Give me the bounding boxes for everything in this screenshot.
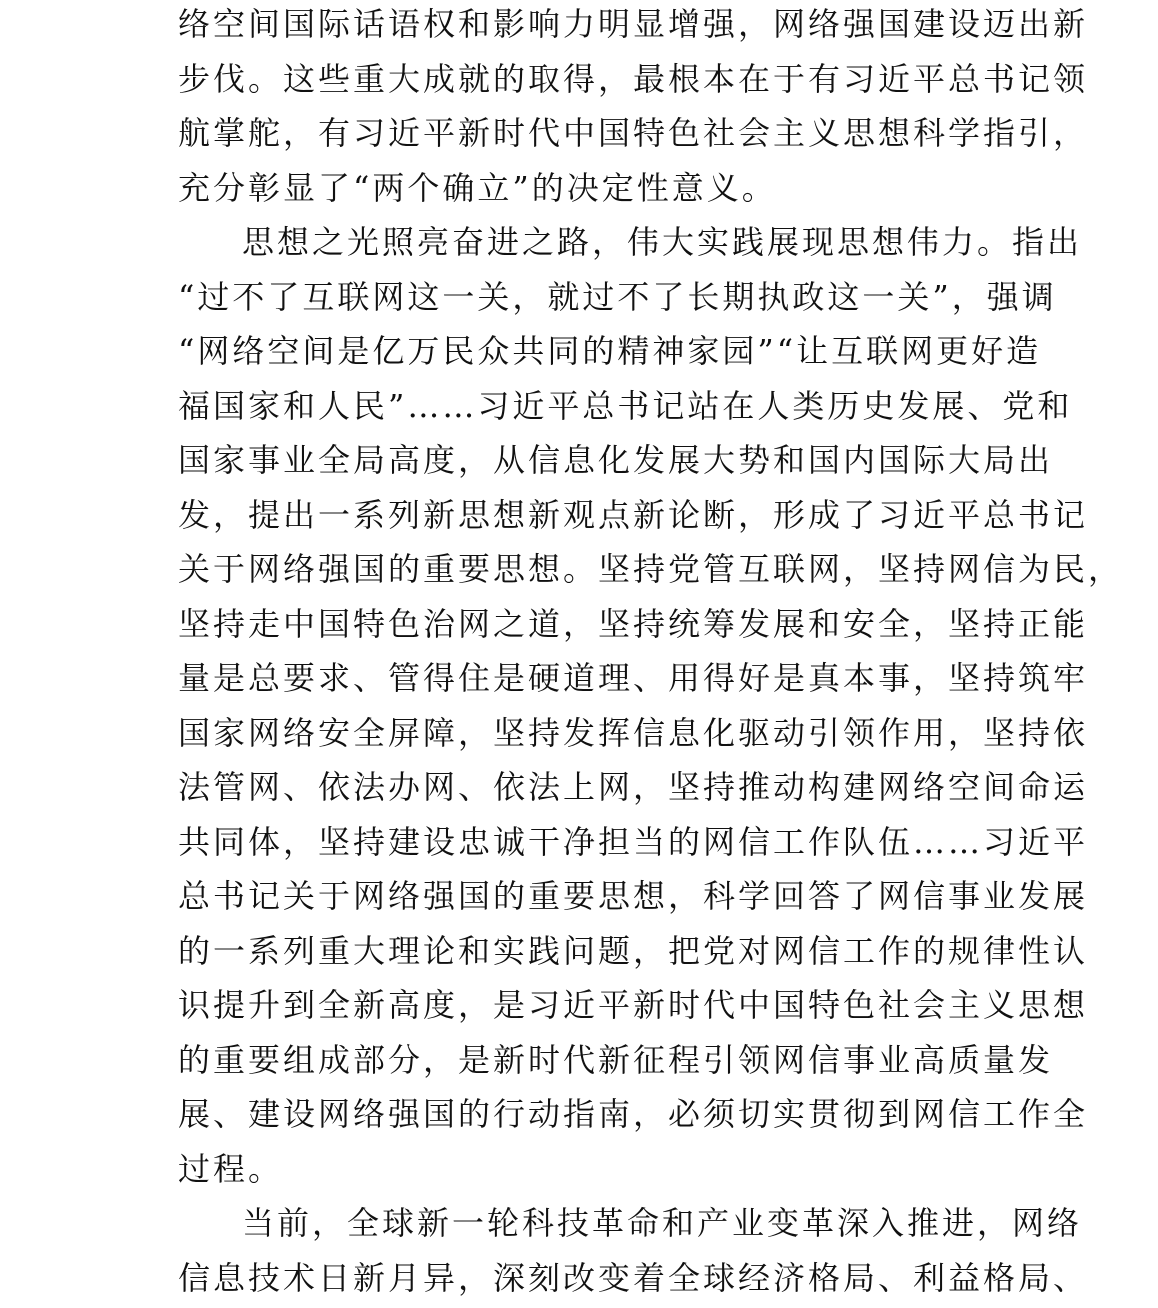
text-line: 国家事业全局高度，从信息化发展大势和国内国际大局出 (178, 436, 982, 491)
paragraph (178, 1199, 982, 1308)
text-line: 当前，全球新一轮科技革命和产业变革深入推进，网络 (178, 1199, 982, 1254)
text-line: 发，提出一系列新思想新观点新论断，形成了习近平总书记 (178, 491, 982, 546)
text-line: 关于网络强国的重要思想。坚持党管互联网，坚持网信为民， (178, 545, 982, 600)
text-line: 法管网、依法办网、依法上网，坚持推动构建网络空间命运 (178, 763, 982, 818)
paragraph (178, 0, 982, 218)
text-line: 信息技术日新月异，深刻改变着全球经济格局、利益格局、 (178, 1254, 982, 1308)
text-line: 量是总要求、管得住是硬道理、用得好是真本事，坚持筑牢 (178, 654, 982, 709)
body-text (178, 0, 982, 1308)
text-line: 的重要组成部分，是新时代新征程引领网信事业高质量发 (178, 1036, 982, 1091)
text-line: 过程。 (178, 1145, 982, 1200)
text-line: 络空间国际话语权和影响力明显增强，网络强国建设迈出新 (178, 0, 982, 55)
text-line: 国家网络安全屏障，坚持发挥信息化驱动引领作用，坚持依 (178, 709, 982, 764)
text-line: 共同体，坚持建设忠诚干净担当的网信工作队伍……习近平 (178, 818, 982, 873)
text-line: 的一系列重大理论和实践问题，把党对网信工作的规律性认 (178, 927, 982, 982)
text-line: 总书记关于网络强国的重要思想，科学回答了网信事业发展 (178, 872, 982, 927)
text-line: “网络空间是亿万民众共同的精神家园”“让互联网更好造 (178, 327, 982, 382)
text-line: 坚持走中国特色治网之道，坚持统筹发展和安全，坚持正能 (178, 600, 982, 655)
text-line: 充分彰显了“两个确立”的决定性意义。 (178, 164, 982, 219)
text-line: 航掌舵，有习近平新时代中国特色社会主义思想科学指引， (178, 109, 982, 164)
text-line: 福国家和人民”……习近平总书记站在人类历史发展、党和 (178, 382, 982, 437)
text-line: 识提升到全新高度，是习近平新时代中国特色社会主义思想 (178, 981, 982, 1036)
text-line: “过不了互联网这一关，就过不了长期执政这一关”，强调 (178, 273, 982, 328)
text-line: 思想之光照亮奋进之路，伟大实践展现思想伟力。指出 (178, 218, 982, 273)
text-line: 步伐。这些重大成就的取得，最根本在于有习近平总书记领 (178, 55, 982, 110)
paragraph (178, 218, 982, 1199)
text-line: 展、建设网络强国的行动指南，必须切实贯彻到网信工作全 (178, 1090, 982, 1145)
